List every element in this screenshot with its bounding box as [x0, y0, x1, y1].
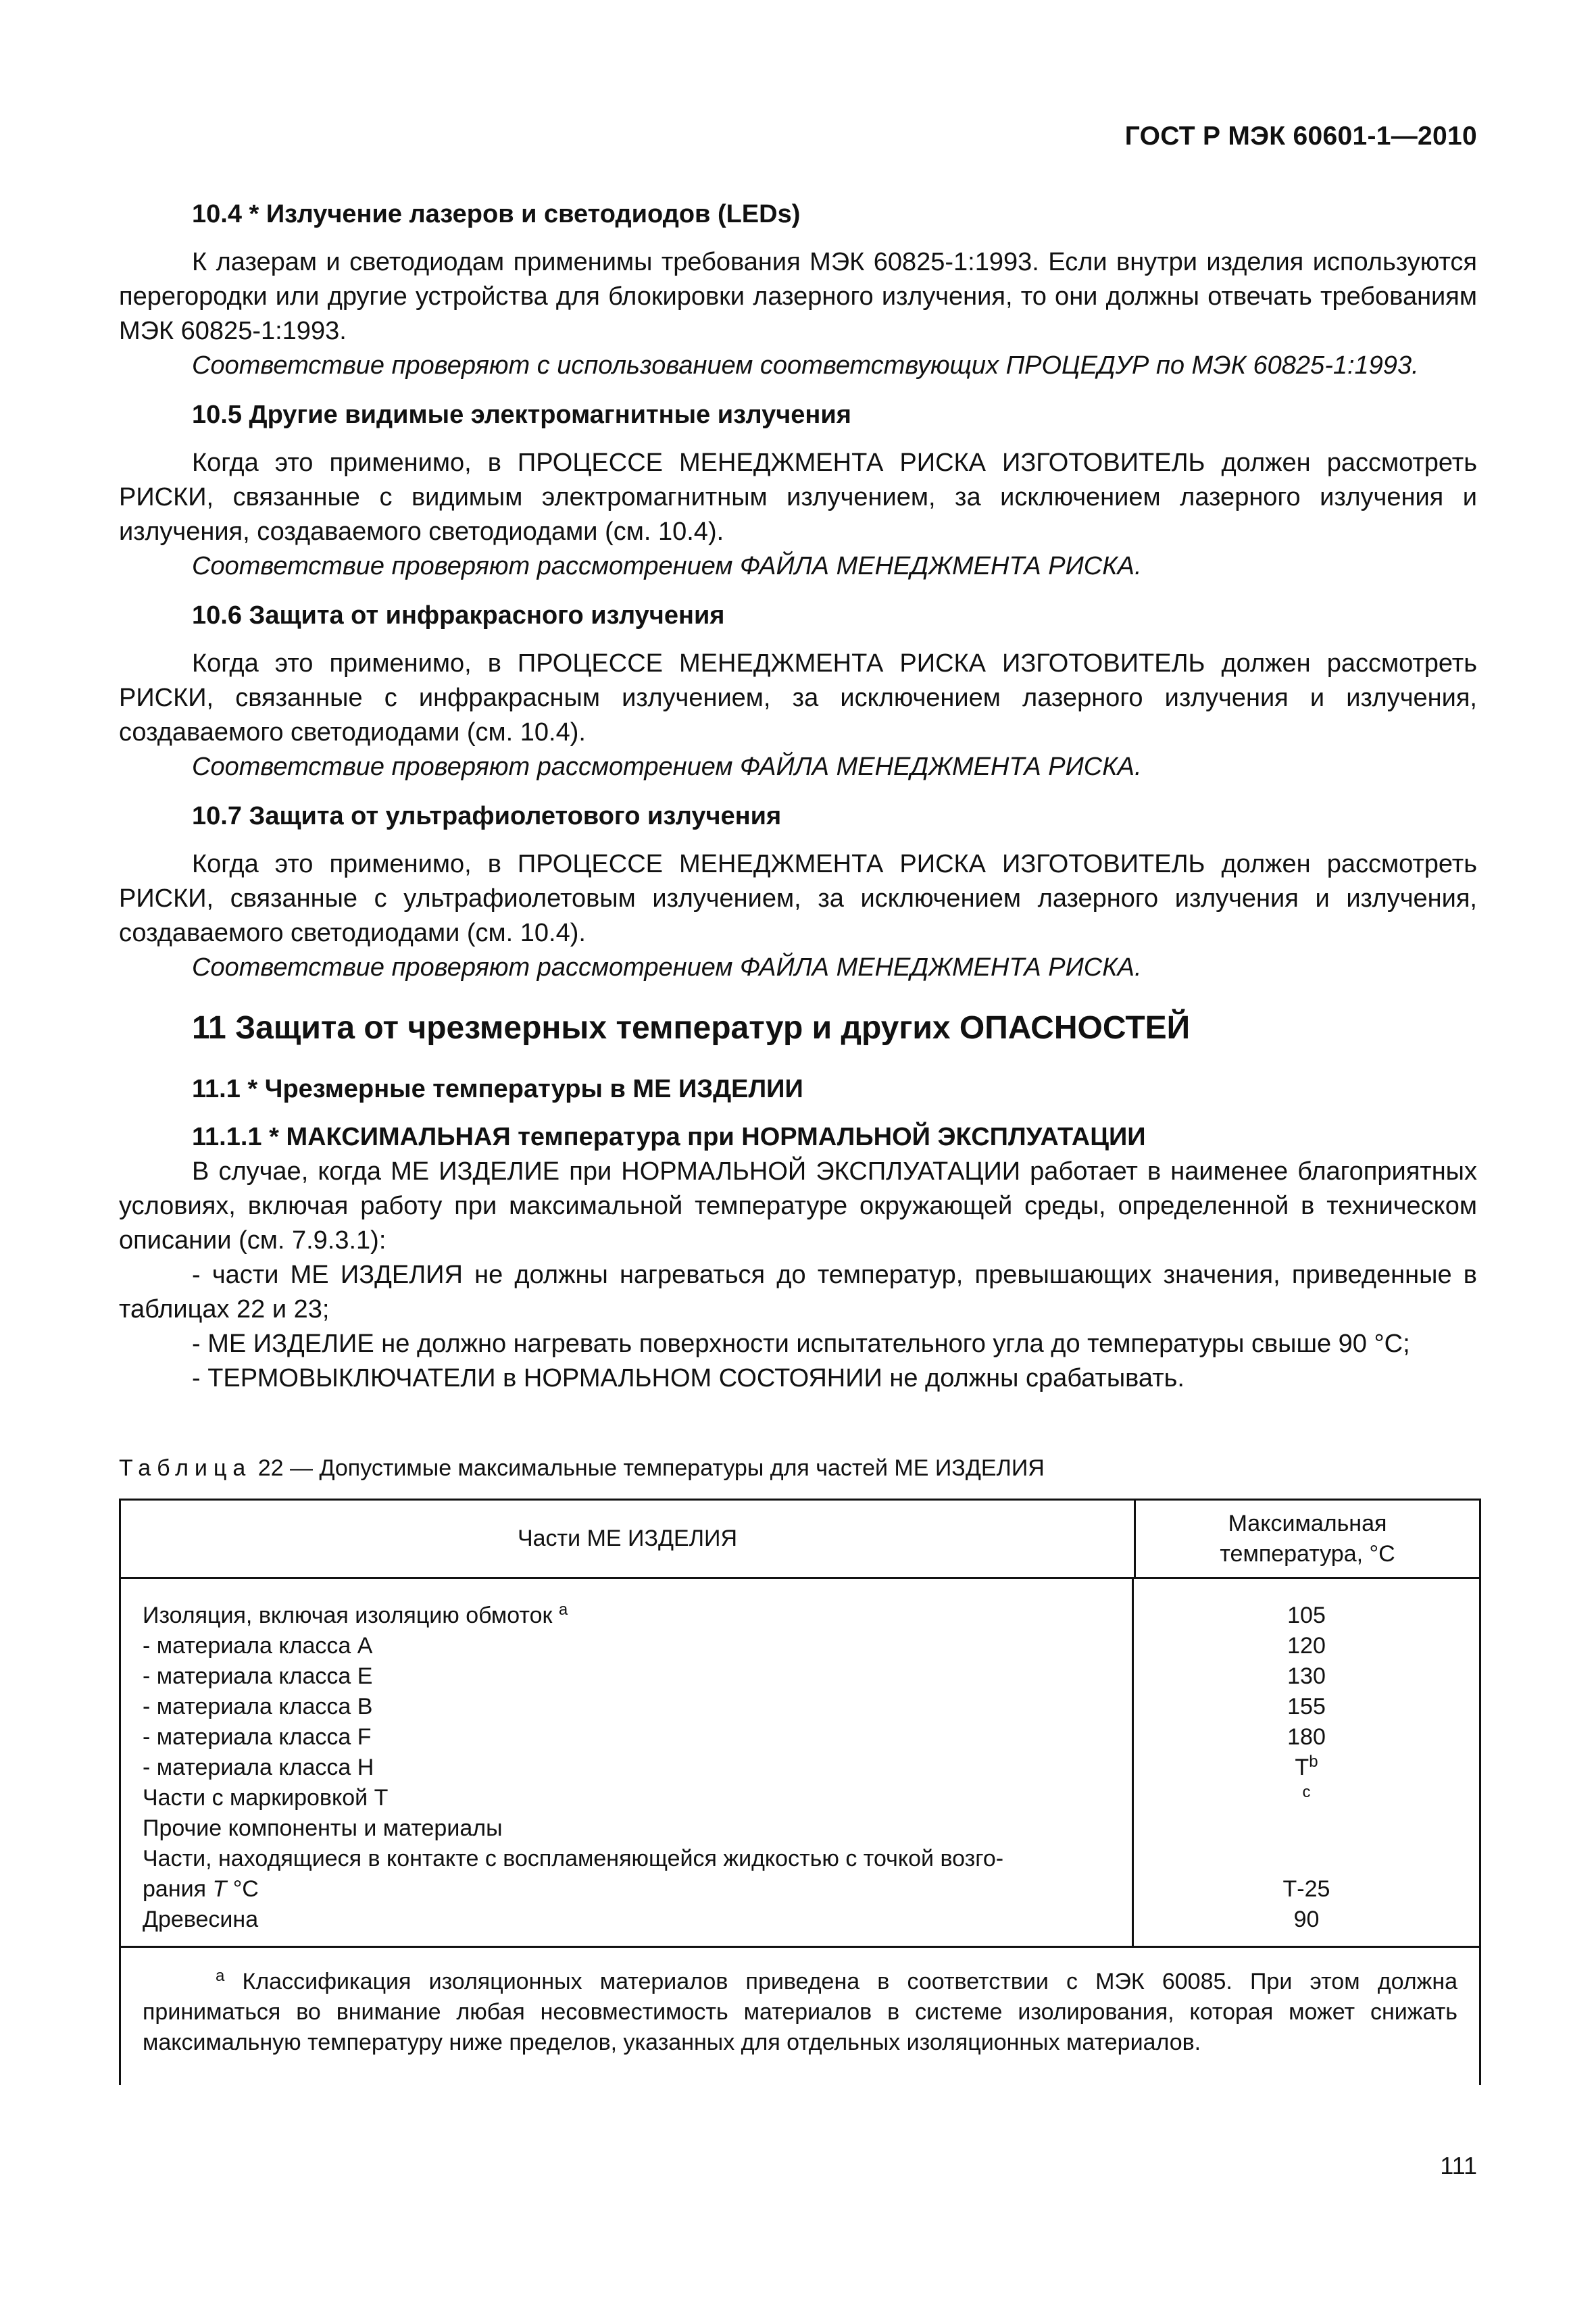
document-header: ГОСТ Р МЭК 60601-1—2010 — [1124, 122, 1477, 151]
section-10-5-text: Когда это применимо, в ПРОЦЕССЕ МЕНЕДЖМЕНТА РИСКА ИЗГОТОВИТЕЛЬ должен рассмотреть РИСКИ, связанные с видимым электромагнитным излучением, за исключением лазерного излучения и излучения, создаваемого светодиодами (см. 10.4). — [119, 449, 1477, 546]
requirement-item: - ТЕРМОВЫКЛЮЧАТЕЛИ в НОРМАЛЬНОМ СОСТОЯНИИ не должны срабатывать. — [192, 1364, 1184, 1392]
parts-column — [121, 1579, 1134, 1946]
table-cell-part: Части с маркировкой Т — [143, 1785, 389, 1811]
footnote-ref: a — [558, 1601, 568, 1619]
table-cell-temp: 155 — [1287, 1694, 1326, 1719]
footnote-ref: c — [1302, 1783, 1311, 1801]
section-10-4-check: Соответствие проверяют с использованием соответствующих ПРОЦЕДУР по МЭК 60825-1:1993. — [192, 351, 1419, 380]
main-content — [119, 197, 1477, 1396]
table-cell-temp: Т-25 — [1282, 1876, 1330, 1902]
table-caption-label: Таблица — [119, 1455, 252, 1481]
table-footnote — [121, 1948, 1479, 2085]
footnote-ref: b — [1309, 1753, 1318, 1771]
table-cell-temp: 105 — [1287, 1603, 1326, 1628]
table-cell-part: Прочие компоненты и материалы — [143, 1815, 503, 1841]
part-unit: °С — [232, 1876, 259, 1902]
section-10-6-check: Соответствие проверяют рассмотрением ФАЙЛА МЕНЕДЖМЕНТА РИСКА. — [192, 753, 1142, 781]
temperature-table — [119, 1499, 1481, 2085]
table-cell-temp: 120 — [1287, 1633, 1326, 1659]
section-11-title: 11 Защита от чрезмерных температур и других ОПАСНОСТЕЙ — [192, 1010, 1191, 1046]
section-10-5-title: 10.5 Другие видимые электромагнитные излучения — [192, 401, 851, 429]
footnote-mark: a — [216, 1967, 225, 1985]
part-label: Изоляция, включая изоляцию обмоток — [143, 1603, 553, 1628]
table-caption — [119, 1453, 1045, 1484]
section-11-1-1-title: 11.1.1 * МАКСИМАЛЬНАЯ температура при НОРМАЛЬНОЙ ЭКСПЛУАТАЦИИ — [192, 1123, 1146, 1151]
table-cell-temp — [1134, 1844, 1479, 1874]
section-10-6-title: 10.6 Защита от инфракрасного излучения — [192, 601, 725, 630]
part-symbol: Т — [212, 1876, 227, 1902]
table-cell-temp: 180 — [1287, 1724, 1326, 1750]
table-cell-part: - материала класса Н — [143, 1755, 374, 1780]
requirement-item: - МЕ ИЗДЕЛИЕ не должно нагревать поверхности испытательного угла до температуры свыше 90 °С; — [192, 1330, 1410, 1358]
header-max-temp-line2: температура, °С — [1220, 1540, 1395, 1567]
section-10-7-title: 10.7 Защита от ультрафиолетового излучения — [192, 802, 782, 830]
section-10-6-text: Когда это применимо, в ПРОЦЕССЕ МЕНЕДЖМЕНТА РИСКА ИЗГОТОВИТЕЛЬ должен рассмотреть РИСКИ, связанные с инфракрасным излучением, за исключением лазерного излучения и излучения, создаваемого светодиодами (см. 10.4). — [119, 649, 1477, 747]
table-cell-temp: 90 — [1293, 1907, 1320, 1932]
header-parts: Части МЕ ИЗДЕЛИЯ — [121, 1501, 1136, 1577]
section-10-4-text: К лазерам и светодиодам применимы требования МЭК 60825-1:1993. Если внутри изделия используются перегородки или другие устройства для блокировки лазерного излучения, то они должны отвечать требованиям МЭК 60825-1:1993. — [119, 248, 1477, 345]
footnote-text: Классификация изоляционных материалов приведена в соответствии с МЭК 60085. При этом должна приниматься во внимание любая несовместимость материалов в системе изолирования, которая может снижать максимальную температуру ниже пределов, указанных для отдельных изоляционных материалов. — [143, 1969, 1458, 2055]
section-10-4-title: 10.4 * Излучение лазеров и светодиодов (LEDs) — [192, 200, 801, 228]
table-cell-part: - материала класса F — [143, 1724, 372, 1750]
temp-value: Т — [1295, 1755, 1310, 1780]
section-10-7-check: Соответствие проверяют рассмотрением ФАЙЛА МЕНЕДЖМЕНТА РИСКА. — [192, 953, 1142, 982]
table-cell-temp — [1134, 1813, 1479, 1844]
table-cell-part — [143, 1874, 1132, 1905]
temperature-column — [1134, 1579, 1479, 1946]
section-11-1-1-text: В случае, когда МЕ ИЗДЕЛИЕ при НОРМАЛЬНОЙ ЭКСПЛУАТАЦИИ работает в наименее благоприятных условиях, включая работу при максимальной температуре окружающей среды, определенной в техническом описании (см. 7.9.3.1): — [119, 1157, 1477, 1255]
table-cell-part: Древесина — [143, 1907, 259, 1932]
section-10-7-text: Когда это применимо, в ПРОЦЕССЕ МЕНЕДЖМЕНТА РИСКА ИЗГОТОВИТЕЛЬ должен рассмотреть РИСКИ, связанные с ультрафиолетовым излучением, за исключением лазерного излучения и излучения, создаваемого светодиодами (см. 10.4). — [119, 850, 1477, 947]
table-caption-text: 22 — Допустимые максимальные температуры для частей МЕ ИЗДЕЛИЯ — [257, 1455, 1045, 1481]
table-cell-part — [143, 1601, 1132, 1631]
table-cell-part: - материала класса А — [143, 1633, 373, 1659]
part-label: рания — [143, 1876, 206, 1902]
table-cell-part: - материала класса В — [143, 1694, 373, 1719]
table-cell-part: Части, находящиеся в контакте с воспламеняющейся жидкостью с точкой возго- — [143, 1846, 1004, 1871]
page-number: 111 — [1440, 2152, 1477, 2180]
table-cell-temp: 130 — [1287, 1663, 1326, 1689]
table-cell-temp — [1134, 1753, 1479, 1783]
header-max-temp — [1136, 1501, 1479, 1577]
section-10-5-check: Соответствие проверяют рассмотрением ФАЙЛА МЕНЕДЖМЕНТА РИСКА. — [192, 552, 1142, 580]
table-header-row — [121, 1501, 1479, 1579]
table-body — [121, 1579, 1479, 1948]
section-11-1-title: 11.1 * Чрезмерные температуры в МЕ ИЗДЕЛИИ — [192, 1075, 803, 1103]
table-cell-part: - материала класса Е — [143, 1663, 373, 1689]
header-max-temp-line1: Максимальная — [1228, 1510, 1387, 1536]
requirement-item: - части МЕ ИЗДЕЛИЯ не должны нагреваться до температур, превышающих значения, приведенные в таблицах 22 и 23; — [119, 1261, 1477, 1324]
table-cell-temp — [1134, 1783, 1479, 1813]
